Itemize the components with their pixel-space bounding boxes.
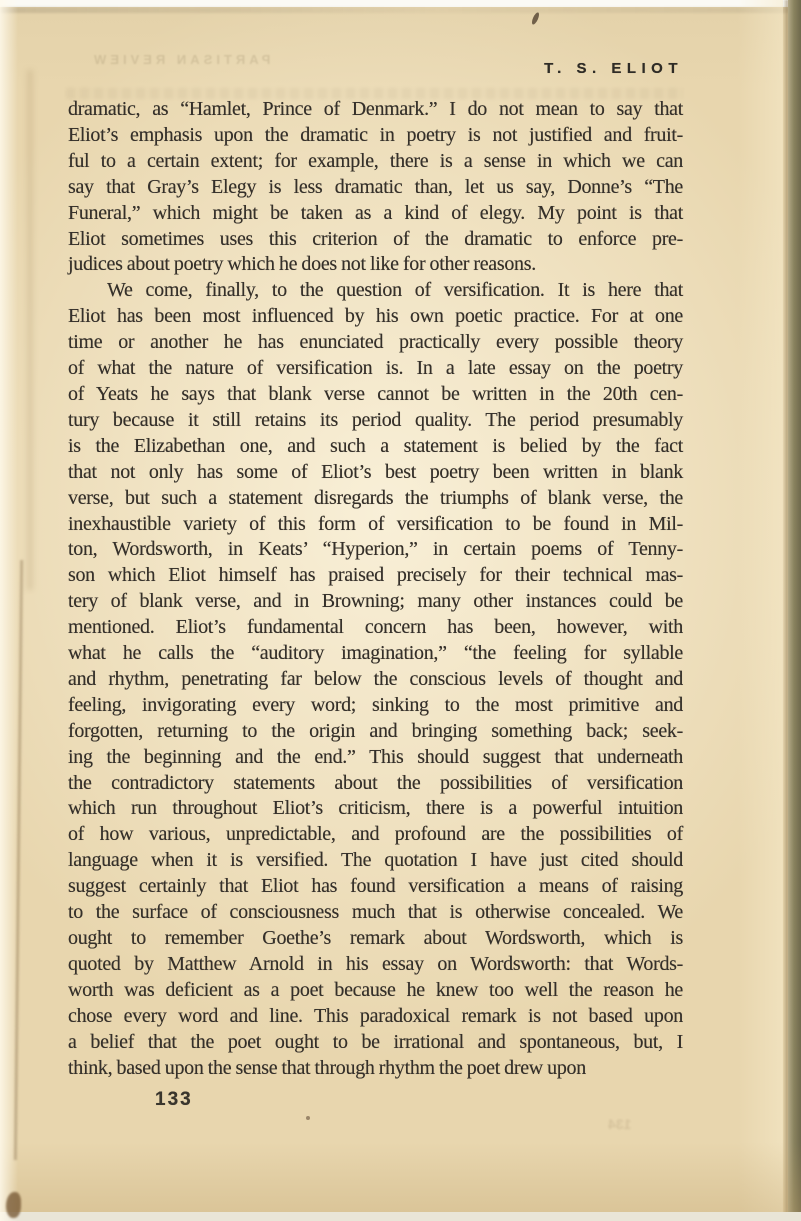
text-line: what he calls the “auditory imagination,” “the feeling for syllable	[68, 642, 683, 665]
text-line: is the Elizabethan one, and such a statement is belied by the fact	[68, 434, 683, 457]
text-line: ton, Wordsworth, in Keats’ “Hyperion,” in certain poems of Tenny-	[68, 538, 683, 561]
text-line: of how various, unpredictable, and profound are the possibilities of	[68, 823, 683, 846]
text-line: tury because it still retains its period quality. The period presumably	[68, 408, 683, 431]
text-line: which run throughout Eliot’s criticism, there is a powerful intuition	[68, 797, 683, 820]
text-line: worth was deficient as a poet because he knew too well the reason he	[68, 978, 683, 1001]
text-line: Eliot sometimes uses this criterion of the dramatic to enforce pre-	[68, 227, 683, 250]
text-line: to the surface of consciousness much that is otherwise concealed. We	[68, 901, 683, 924]
text-line: suggest certainly that Eliot has found versification a means of raising	[68, 875, 683, 898]
text-line: think, based upon the sense that through rhythm the poet drew upon	[68, 1056, 586, 1079]
text-line: language when it is versified. The quotation I have just cited should	[68, 849, 683, 872]
page-edge-top-shadow	[0, 7, 801, 13]
text-line: dramatic, as “Hamlet, Prince of Denmark.” I do not mean to say that	[68, 98, 683, 120]
text-line: judices about poetry which he does not like for other reasons.	[68, 253, 536, 276]
text-line: mentioned. Eliot’s fundamental concern has been, however, with	[68, 616, 683, 639]
page-edge-bottom	[0, 1212, 801, 1221]
text-line: Eliot has been most influenced by his own poetic practice. For at one	[68, 305, 683, 328]
text-line: chose every word and line. This paradoxical remark is not based upon	[68, 1004, 683, 1027]
text-line: son which Eliot himself has praised precisely for their technical mas-	[68, 564, 683, 587]
text-line: forgotten, returning to the origin and bringing something back; seek-	[68, 719, 683, 742]
ghost-showthrough-header: PARTISAN REVIEW	[90, 52, 271, 67]
text-line: of what the nature of versification is. In a late essay on the poetry	[68, 357, 683, 380]
text-line: say that Gray’s Elegy is less dramatic than, let us say, Donne’s “The	[68, 175, 683, 198]
text-line: of Yeats he says that blank verse cannot be written in the 20th cen-	[68, 382, 683, 405]
text-line: ing the beginning and the end.” This should suggest that underneath	[68, 745, 683, 768]
ghost-showthrough-page-number: 134	[608, 1116, 632, 1132]
text-line: that not only has some of Eliot’s best poetry been written in blank	[68, 460, 683, 483]
page-edge-bottom-shadow	[0, 1142, 801, 1212]
text-line: Eliot’s emphasis upon the dramatic in poetry is not justified and fruit-	[68, 123, 683, 146]
text-line: and rhythm, penetrating far below the conscious levels of thought and	[68, 667, 683, 690]
body-text	[68, 97, 683, 1081]
text-line: the contradictory statements about the possibilities of versification	[68, 771, 683, 794]
speck-bottom	[306, 1116, 310, 1120]
page-number: 133	[155, 1089, 193, 1110]
page-crease-upper	[27, 70, 33, 590]
text-line: ought to remember Goethe’s remark about Wordsworth, which is	[68, 927, 683, 949]
page-edge-right-soft	[738, 0, 783, 1221]
text-line: Funeral,” which might be taken as a kind of elegy. My point is that	[68, 201, 683, 224]
page-edge-right-strip	[788, 0, 801, 1221]
text-line: tery of blank verse, and in Browning; many other instances could be	[68, 590, 683, 613]
text-line: inexhaustible variety of this form of versification to be found in Mil-	[68, 512, 683, 535]
page-edge-top	[0, 0, 801, 7]
speck-top-center	[531, 12, 541, 26]
text-line: We come, finally, to the question of versification. It is here that	[107, 279, 683, 302]
text-line: time or another he has enunciated practically every possible theory	[68, 331, 683, 354]
text-line: quoted by Matthew Arnold in his essay on Wordsworth: that Words-	[68, 952, 683, 975]
text-line: a belief that the poet ought to be irrational and spontaneous, but, I	[68, 1030, 683, 1053]
text-line: verse, but such a statement disregards the triumphs of blank verse, the	[68, 486, 683, 509]
running-header: T. S. ELIOT	[544, 60, 683, 77]
text-line: ful to a certain extent; for example, there is a sense in which we can	[68, 149, 683, 172]
ink-mark-bottom-left	[6, 1192, 21, 1218]
text-line: feeling, invigorating every word; sinking to the most primitive and	[68, 693, 683, 716]
